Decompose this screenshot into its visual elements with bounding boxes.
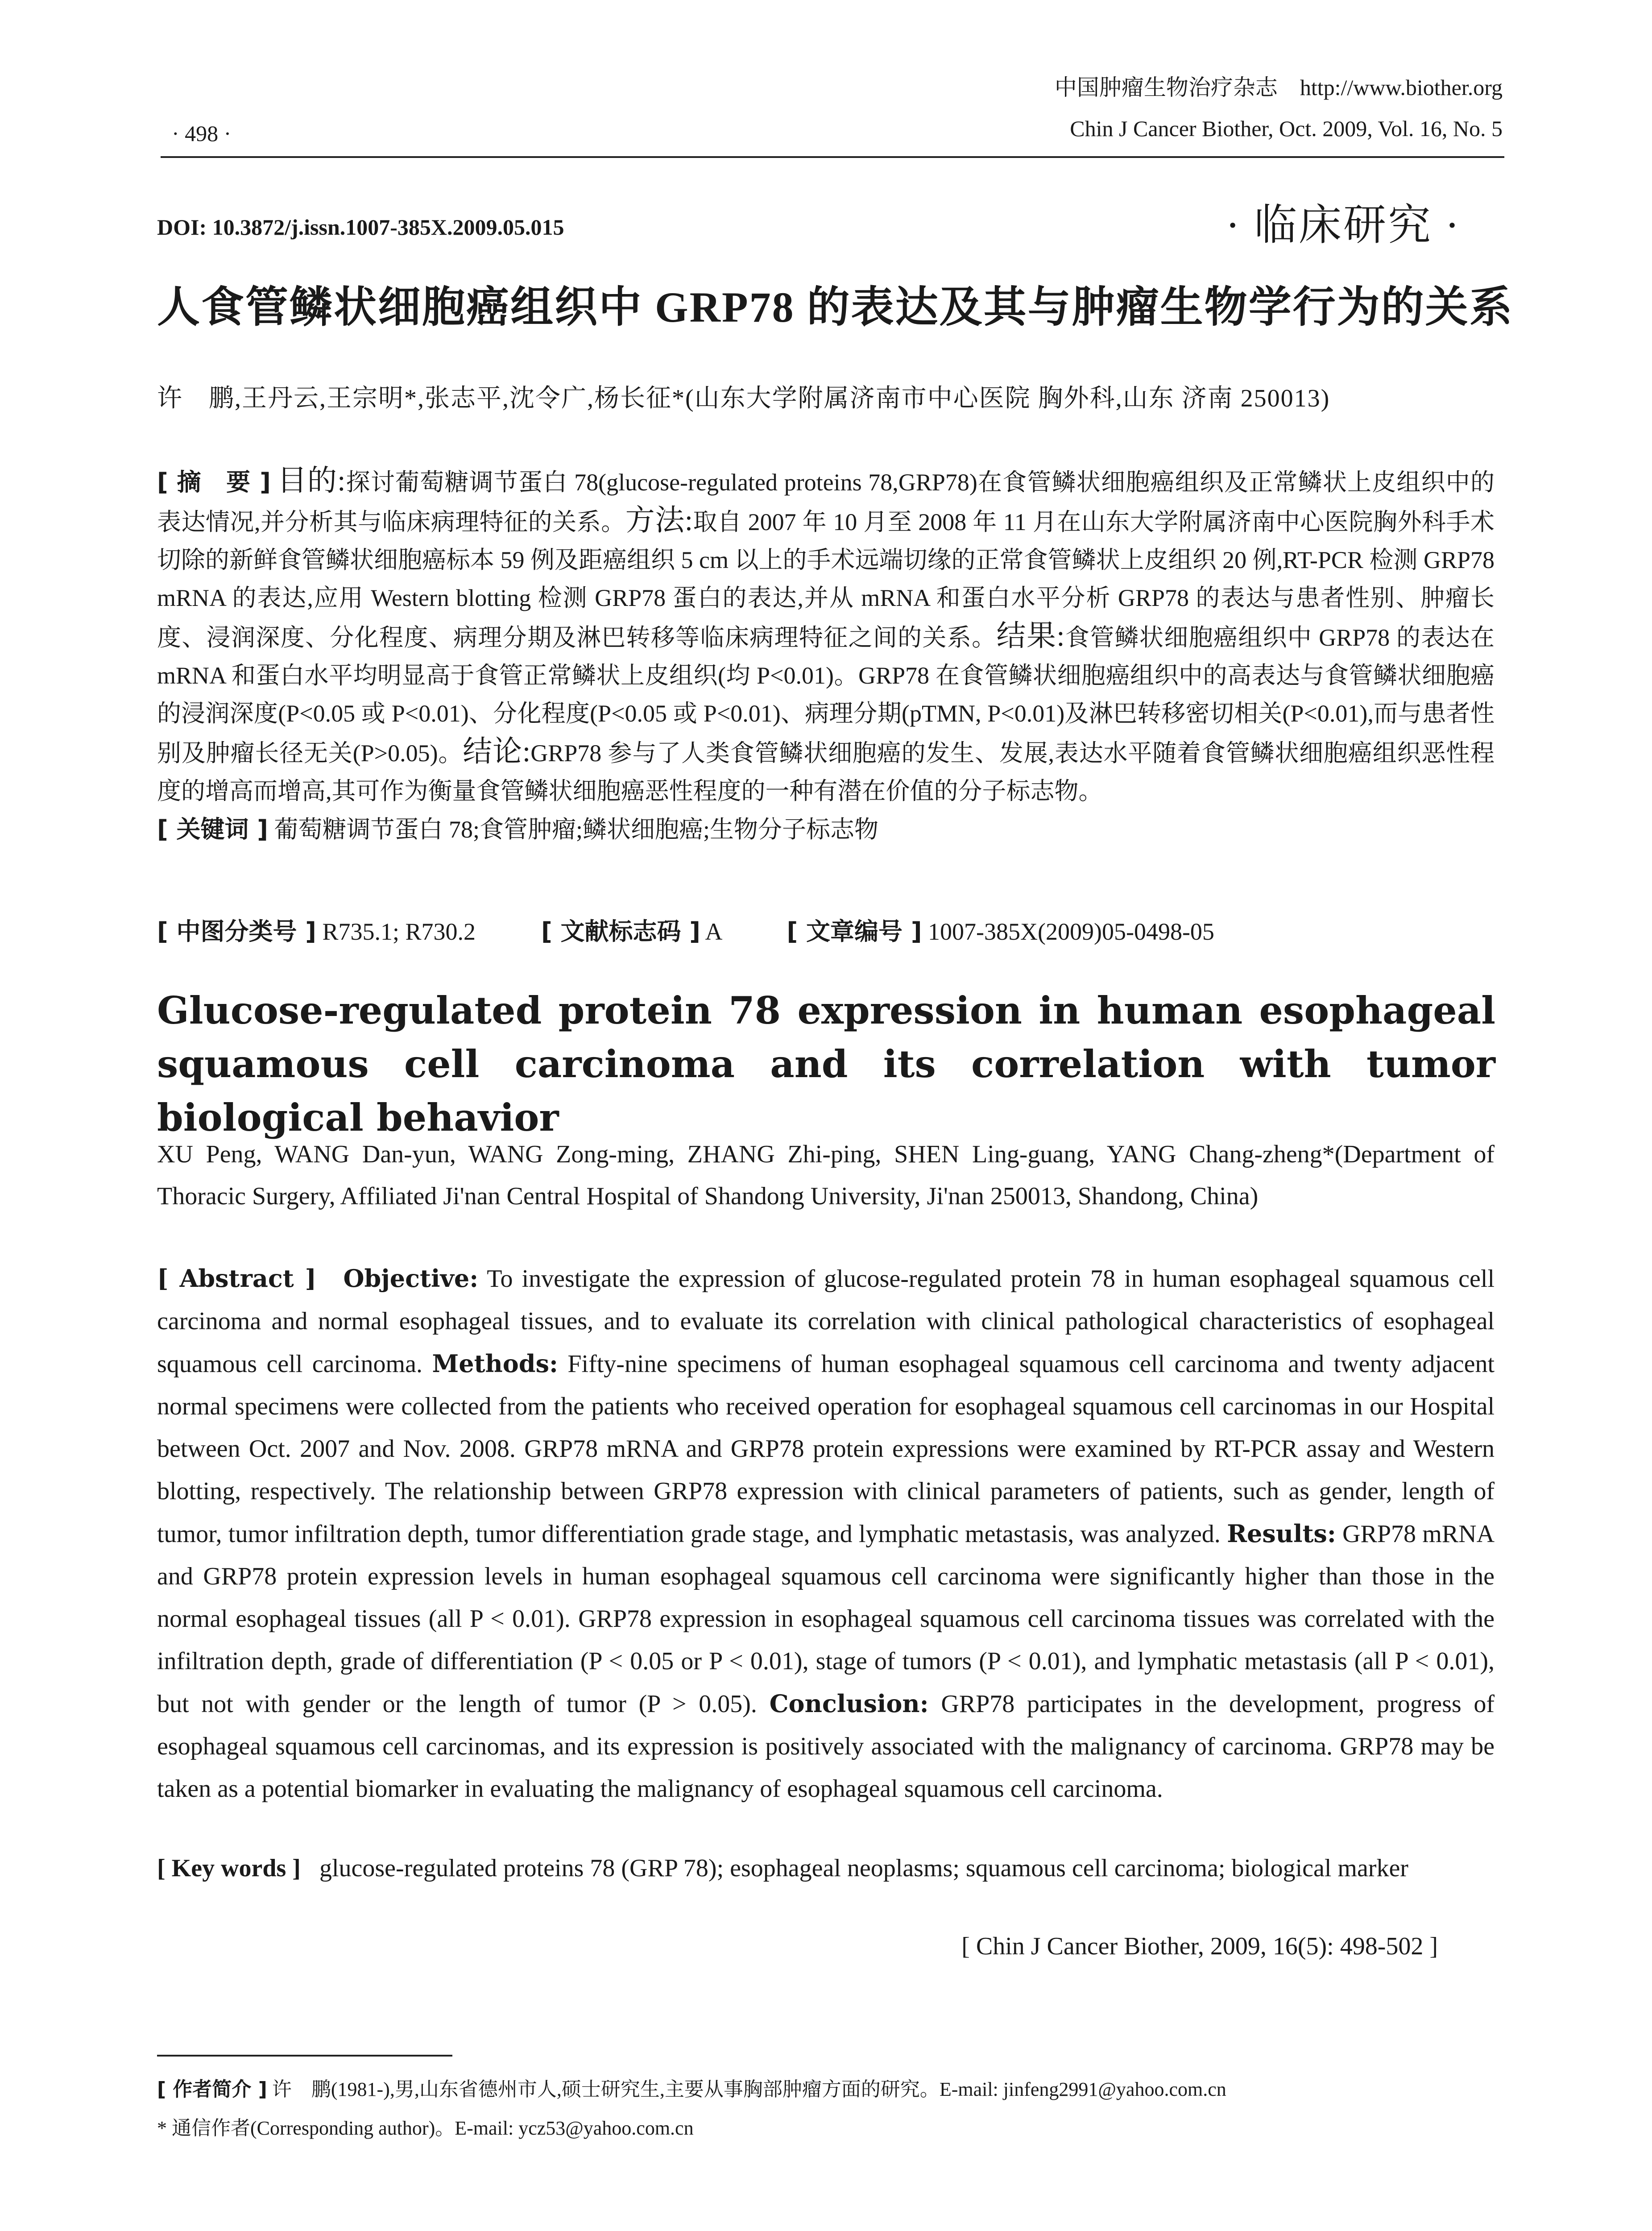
abstract-cn xyxy=(157,462,1495,849)
keywords-cn-label: [ 关键词 ] xyxy=(157,815,268,843)
article-no-value: 1007-385X(2009)05-0498-05 xyxy=(928,918,1214,945)
title-en: Glucose-regulated protein 78 expression in human esophageal squamous cell carcinoma and its correlation with tumor biological behavior xyxy=(157,988,1495,1140)
doc-code-label: [ 文献标志码 ] xyxy=(541,917,700,945)
objective-en: To investigate the expression of glucose-regulated protein 78 in human esophageal squamous cell carcinoma and normal esophageal tissues, and to evaluate its correlation with clinical pathological characteristics of esophageal squamous cell carcinoma. xyxy=(157,1265,1495,1378)
abstract-en-label: [ Abstract ] xyxy=(157,1264,317,1293)
keywords-cn xyxy=(157,810,1495,849)
conclusion-cn: GRP78 参与了人类食管鳞状细胞癌的发生、发展,表达水平随着食管鳞状细胞癌组织恶性程度的增高而增高,其可作为衡量食管鳞状细胞癌恶性程度的一种有潜在价值的分子标志物。 xyxy=(157,740,1495,804)
methods-cn-label: 方法: xyxy=(625,504,693,537)
journal-header xyxy=(1055,67,1503,149)
doc-code-value: A xyxy=(705,918,721,945)
journal-cn-line: 中国肿瘤生物治疗杂志 http://www.biother.org xyxy=(1054,75,1503,100)
keywords-en-label: [ Key words ] xyxy=(157,1854,301,1882)
abstract-en xyxy=(157,1257,1495,1810)
conclusion-en: GRP78 participates in the development, progress of esophageal squamous cell carcinomas, and its expression is positively associated with the malignancy of carcinoma. GRP78 may be taken as a potential biomarker in evaluating the malignancy of esophageal squamous cell carcinoma. xyxy=(157,1690,1495,1803)
results-cn-label: 结果: xyxy=(996,620,1065,652)
objective-cn-label: 目的: xyxy=(277,464,346,497)
methods-en-label: Methods: xyxy=(432,1349,558,1378)
abstract-cn-label: [ 摘 要 ] xyxy=(157,468,271,496)
methods-cn: 取自 2007 年 10 月至 2008 年 11 月在山东大学附属济南中心医院胸外科手术切除的新鲜食管鳞状细胞癌标本 59 例及距癌组织 5 cm 以上的手术远端切缘的正常食管鳞状上皮组织 20 例,RT-PCR 检测 GRP78 mRNA 的表达,应用 Western blotting 检测 GRP78 蛋白的表达,并从 mRNA 和蛋白水平分析 GRP78 的表达与患者性别、肿瘤长度、浸润深度、分化程度、病理分期及淋巴转移等临床病理特征之间的关系。 xyxy=(157,509,1495,651)
results-cn: 食管鳞状细胞癌组织中 GRP78 的表达在 mRNA 和蛋白水平均明显高于食管正常鳞状上皮组织(均 P<0.01)。GRP78 在食管鳞状细胞癌组织中的高表达与食管鳞状细胞癌的浸润深度(P<0.05 或 P<0.01)、分化程度(P<0.05 或 P<0.01)、病理分期(pTMN, P<0.01)及淋巴转移密切相关(P<0.01),而与患者性别及肿瘤长径无关(P>0.05)。 xyxy=(157,624,1495,767)
author-bio-text: 许 鹏(1981-),男,山东省德州市人,硕士研究生,主要从事胸部肿瘤方面的研究。E-mail: jinfeng2991@yahoo.com.cn xyxy=(272,2078,1226,2100)
page-number: · 498 · xyxy=(172,121,232,146)
footnote-divider xyxy=(157,2055,452,2057)
author-bio-label: [ 作者简介 ] xyxy=(157,2078,267,2101)
corresponding-author: * 通信作者(Corresponding author)。E-mail: ycz53@yahoo.com.cn xyxy=(157,2117,694,2139)
clc-value: R735.1; R730.2 xyxy=(322,918,476,945)
author-bio xyxy=(157,2073,1226,2102)
conclusion-en-label: Conclusion: xyxy=(769,1689,929,1718)
section-tag: · 临床研究 · xyxy=(1226,201,1461,249)
header-divider xyxy=(161,156,1504,158)
objective-en-label: Objective: xyxy=(343,1264,479,1293)
methods-en: Fifty-nine specimens of human esophageal squamous cell carcinoma and twenty adjacent normal specimens were collected from the patients who received operation for esophageal squamous cell carcinomas in our Hospital between Oct. 2007 and Nov. 2008. GRP78 mRNA and GRP78 protein expressions were examined by RT-PCR assay and Western blotting, respectively. The relationship between GRP78 expression with clinical parameters of patients, such as gender, length of tumor, tumor infiltration depth, tumor differentiation grade stage, and lymphatic metastasis, was analyzed. xyxy=(157,1350,1495,1548)
doi: DOI: 10.3872/j.issn.1007-385X.2009.05.015 xyxy=(157,215,564,240)
classification-row xyxy=(157,912,1214,947)
keywords-cn-text: 葡萄糖调节蛋白 78;食管肿瘤;鳞状细胞癌;生物分子标志物 xyxy=(274,816,878,843)
keywords-en xyxy=(157,1847,1495,1889)
journal-en-line: Chin J Cancer Biother, Oct. 2009, Vol. 16, No. 5 xyxy=(1070,116,1503,141)
citation: [ Chin J Cancer Biother, 2009, 16(5): 498-502 ] xyxy=(961,1932,1438,1960)
title-cn: 人食管鳞状细胞癌组织中 GRP78 的表达及其与肿瘤生物学行为的关系 xyxy=(157,283,1514,331)
clc-label: [ 中图分类号 ] xyxy=(157,917,316,945)
keywords-en-text: glucose-regulated proteins 78 (GRP 78); esophageal neoplasms; squamous cell carcinoma; biological marker xyxy=(319,1854,1408,1882)
results-en: GRP78 mRNA and GRP78 protein expression levels in human esophageal squamous cell carcinoma were significantly higher than those in the normal esophageal tissues (all P < 0.01). GRP78 expression in esophageal squamous cell carcinoma tissues was correlated with the infiltration depth, grade of differentiation (P < 0.05 or P < 0.01), stage of tumors (P < 0.01), and lymphatic metastasis (all P < 0.01), but not with gender or the length of tumor (P > 0.05). xyxy=(157,1520,1495,1718)
results-en-label: Results: xyxy=(1227,1519,1336,1548)
objective-cn: 探讨葡萄糖调节蛋白 78(glucose-regulated proteins 78,GRP78)在食管鳞状细胞癌组织及正常鳞状上皮组织中的表达情况,并分析其与临床病理特征的关系。 xyxy=(157,469,1495,535)
article-no-label: [ 文章编号 ] xyxy=(787,917,922,945)
authors-cn: 许 鹏,王丹云,王宗明*,张志平,沈令广,杨长征*(山东大学附属济南市中心医院 胸外科,山东 济南 250013) xyxy=(157,385,1330,412)
authors-en: XU Peng, WANG Dan-yun, WANG Zong-ming, ZHANG Zhi-ping, SHEN Ling-guang, YANG Chang-zheng*(Department of Thoracic Surgery, Affiliated Ji'nan Central Hospital of Shandong University, Ji'nan 250013, Shandong, China) xyxy=(157,1140,1495,1210)
conclusion-cn-label: 结论: xyxy=(463,735,531,768)
